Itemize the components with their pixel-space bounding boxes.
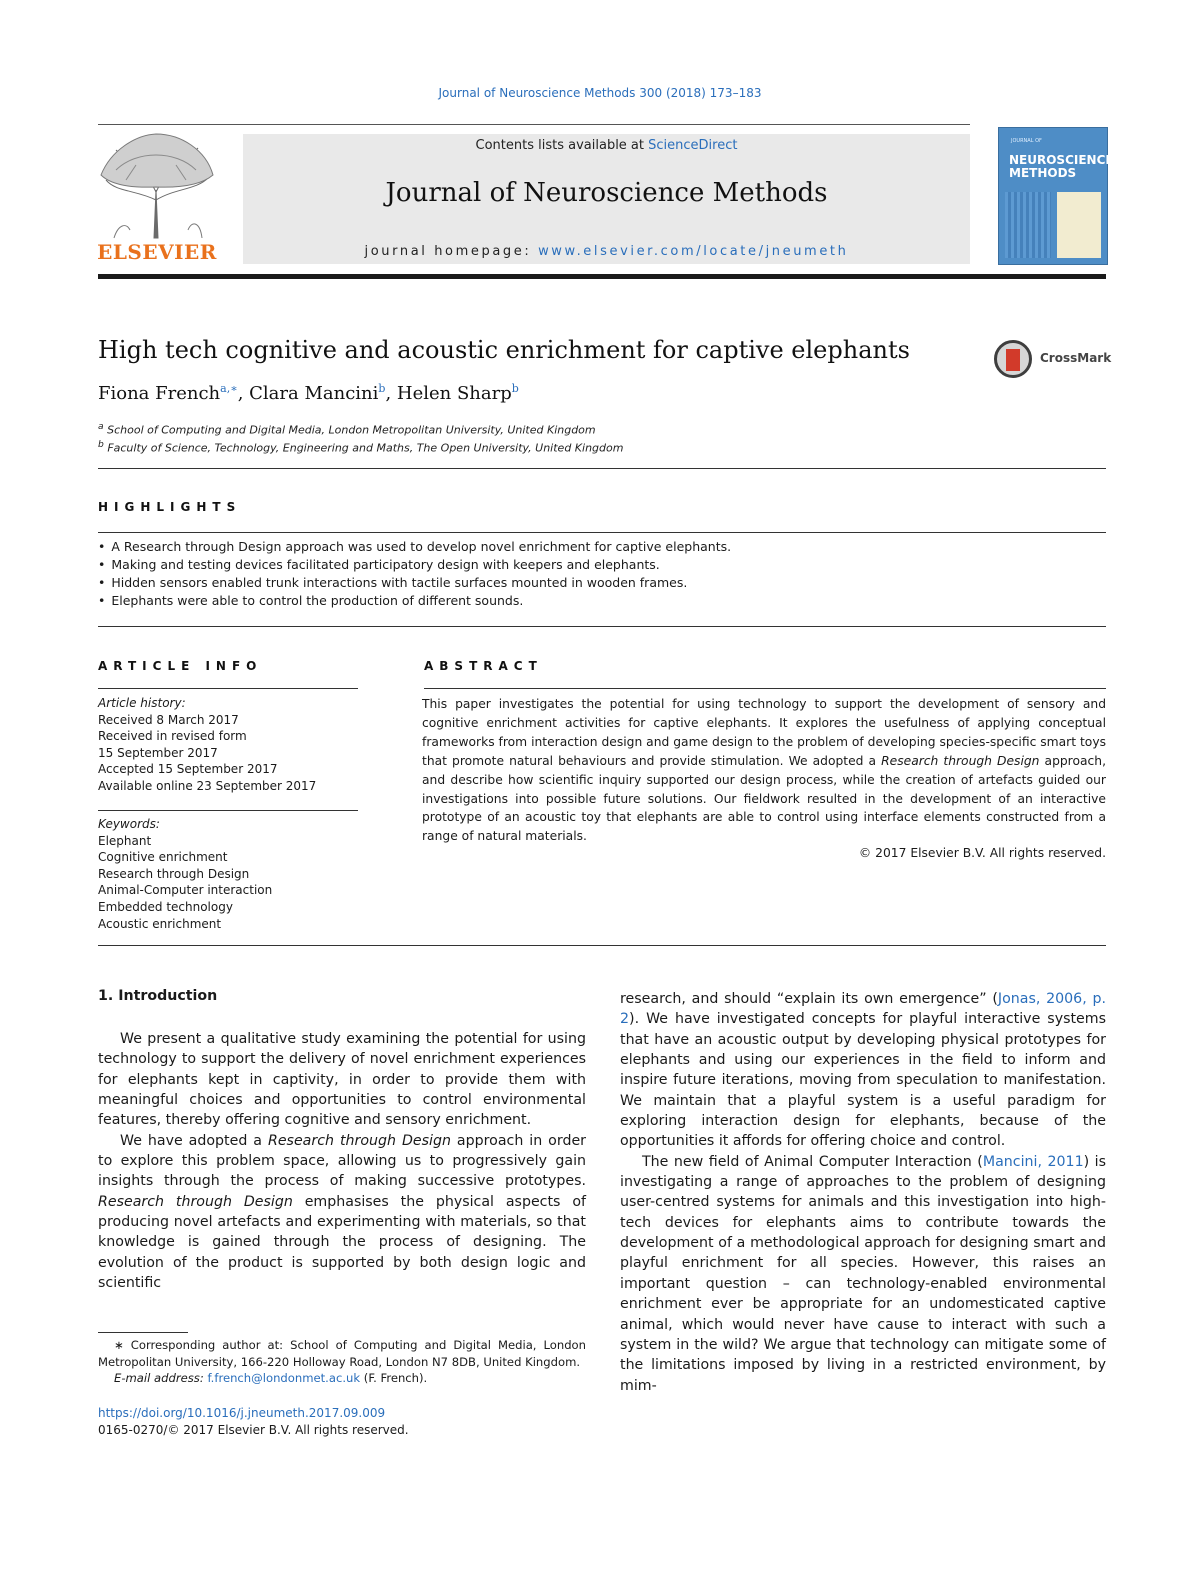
- header-top-rule: [98, 124, 970, 125]
- divider: [98, 626, 1106, 627]
- affiliation-text: Faculty of Science, Technology, Engineering and Maths, The Open University, United Kingdom: [107, 441, 624, 455]
- highlights-heading: HIGHLIGHTS: [98, 500, 242, 514]
- highlight-item: • A Research through Design approach was used to develop novel enrichment for captive elephants.: [98, 538, 1106, 556]
- highlights-list: [98, 538, 1106, 610]
- elsevier-tree-icon: [96, 130, 218, 240]
- sciencedirect-link[interactable]: ScienceDirect: [648, 138, 738, 153]
- divider: [98, 810, 358, 811]
- crossmark-badge[interactable]: [994, 340, 1114, 384]
- history-label: Article history:: [98, 696, 186, 710]
- header-thick-rule: [98, 274, 1106, 279]
- homepage-link[interactable]: www.elsevier.com/locate/jneumeth: [538, 244, 849, 259]
- cover-fine-print: JOURNAL OF: [1011, 138, 1042, 144]
- section-heading: 1. Introduction: [98, 988, 218, 1004]
- history-line: 15 September 2017: [98, 745, 218, 760]
- abstract-heading: ABSTRACT: [424, 659, 543, 673]
- author-affiliation-mark[interactable]: b: [378, 382, 386, 395]
- footnote: [98, 1337, 586, 1387]
- contents-prefix: Contents lists available at: [475, 138, 649, 153]
- doi-link[interactable]: https://doi.org/10.1016/j.jneumeth.2017.09.009: [98, 1406, 386, 1420]
- keyword: Elephant: [98, 833, 152, 848]
- crossmark-label: CrossMark: [1040, 351, 1112, 365]
- affiliation-a: [98, 421, 596, 437]
- author-affiliation-mark[interactable]: a,∗: [220, 382, 238, 395]
- highlight-item: • Making and testing devices facilitated participatory design with keepers and elephants.: [98, 556, 1106, 574]
- email-link[interactable]: f.french@londonmet.ac.uk: [207, 1371, 361, 1386]
- history-line: Available online 23 September 2017: [98, 778, 317, 793]
- journal-citation[interactable]: Journal of Neuroscience Methods 300 (2018) 173–183: [438, 86, 762, 100]
- affiliation-b: [98, 439, 623, 455]
- cover-title-line2: METHODS: [1009, 166, 1077, 180]
- divider: [424, 688, 1106, 689]
- elsevier-wordmark: ELSEVIER: [97, 240, 217, 264]
- author-name[interactable]: Clara Mancini: [249, 383, 379, 404]
- keyword: Cognitive enrichment: [98, 850, 228, 865]
- footnote-text: ∗ Corresponding author at: School of Computing and Digital Media, London Metropolitan University, 166-220 Holloway Road, London N7 8DB, United Kingdom.: [98, 1338, 586, 1369]
- author-name[interactable]: Fiona French: [98, 383, 221, 404]
- contents-line: [243, 138, 970, 153]
- body-column-left: [98, 1029, 586, 1293]
- journal-title: Journal of Neuroscience Methods: [385, 178, 828, 208]
- citation-link[interactable]: Mancini, 2011: [982, 1153, 1084, 1170]
- body-paragraph: We present a qualitative study examining the potential for using technology to support the delivery of novel enrichment experiences for elephants kept in captivity, in order to provide them with meaningful choices and opportunities to control environmental features, thereby offering cognitive and sensory enrichment.: [98, 1031, 586, 1129]
- keywords: [98, 816, 368, 932]
- keywords-label: Keywords:: [98, 817, 160, 831]
- affiliation-text: School of Computing and Digital Media, London Metropolitan University, United Kingdom: [107, 423, 596, 437]
- footnote-rule: [98, 1332, 188, 1333]
- author-affiliation-mark[interactable]: b: [511, 382, 519, 395]
- footnote-mark: ∗: [114, 1338, 124, 1352]
- keyword: Animal-Computer interaction: [98, 883, 273, 898]
- abstract-copyright: © 2017 Elsevier B.V. All rights reserved.: [858, 846, 1106, 860]
- body-paragraph: research, and should “explain its own emergence” (Jonas, 2006, p. 2). We have investigated concepts for playful interactive systems that have an acoustic output by developing physical prototypes for elephants and using our experiences in the field to inform and inspire future iterations, moving from speculation to manifestation. We maintain that a playful system is a useful paradigm for exploring interaction design for elephants, because of the opportunities it affords for offering choice and control.: [620, 991, 1106, 1150]
- highlight-item: • Elephants were able to control the production of different sounds.: [98, 592, 1106, 610]
- divider: [98, 945, 1106, 946]
- body-paragraph: The new field of Animal Computer Interaction (Mancini, 2011) is investigating a range of approaches to the problem of designing user-centred systems for animals and this investigation into high-tech devices for elephants aims to contribute towards the development of a methodological approach for designing smart and playful enrichment for all species. However, this raises an important question – can technology-enabled environmental enrichment ever be appropriate for an undomesticated captive animal, which would never have cause to interact with such a system in the wild? We argue that technology can mitigate some of the limitations imposed by living in a restricted environment, by mim-: [620, 1153, 1106, 1394]
- keyword: Embedded technology: [98, 899, 233, 914]
- abstract-text: [422, 695, 1106, 846]
- cover-title-line1: NEUROSCIENCE: [1009, 153, 1114, 167]
- citation-link[interactable]: Jonas, 2006, p. 2: [620, 991, 1106, 1028]
- author-name[interactable]: Helen Sharp: [396, 383, 512, 404]
- crossmark-icon: [994, 340, 1032, 378]
- elsevier-logo[interactable]: [96, 130, 218, 266]
- divider: [98, 688, 358, 689]
- history-line: Accepted 15 September 2017: [98, 762, 278, 777]
- history-line: Received in revised form: [98, 729, 247, 744]
- keyword: Acoustic enrichment: [98, 916, 222, 931]
- divider: [98, 532, 1106, 533]
- cover-title: [1009, 154, 1114, 180]
- keyword: Research through Design: [98, 866, 250, 881]
- author-list: Fiona French$^{a,∗}$, Clara Mancini$^b$, Helen Sharp$^b$: [98, 382, 519, 404]
- article-history: [98, 695, 368, 795]
- divider: [98, 468, 1106, 469]
- article-info-heading: ARTICLE INFO: [98, 659, 263, 673]
- affiliation-mark: a: [98, 421, 104, 432]
- history-line: Received 8 March 2017: [98, 712, 239, 727]
- homepage-line: [243, 244, 970, 259]
- journal-cover-thumbnail[interactable]: [998, 127, 1114, 265]
- body-column-right: [620, 989, 1106, 1396]
- body-paragraph: We have adopted a Research through Design approach in order to explore this problem space, allowing us to progressively gain insights through the process of making successive prototypes. Research through Design emphasises the physical aspects of producing novel artefacts and experimenting with materials, so that knowledge is gained through the process of designing. The evolution of the product is supported by both design logic and scientific: [98, 1132, 587, 1292]
- article-title: High tech cognitive and acoustic enrichment for captive elephants: [98, 336, 910, 364]
- homepage-prefix: journal homepage:: [364, 244, 539, 259]
- abstract-part: This paper investigates the potential for using technology to support the development of sensory and cognitive enrichment activities for captive elephants. It explores the usefulness of applying conceptual frameworks from interaction design and game design to the problem of developing species-specific smart toys that promote natural behaviours and provide stimulation. We adopted a: [422, 697, 1106, 768]
- issn-line: 0165-0270/© 2017 Elsevier B.V. All rights reserved.: [98, 1423, 409, 1437]
- abstract-part: approach, and describe how scientific inquiry supported our design process, while the creation of artefacts guided our investigations into possible future solutions. Our fieldwork resulted in the development of an interactive prototype of an acoustic toy that elephants are able to control using interface elements constructed from a range of natural materials.: [422, 753, 1106, 844]
- abstract-emphasis: Research through Design: [881, 753, 1040, 768]
- footnote-email-line: E-mail address: f.french@londonmet.ac.uk (F. French).: [114, 1371, 428, 1386]
- cover-panel: [1057, 192, 1101, 258]
- cover-pattern: [1005, 192, 1051, 258]
- highlight-item: • Hidden sensors enabled trunk interactions with tactile surfaces mounted in wooden frames.: [98, 574, 1106, 592]
- affiliation-mark: b: [98, 439, 104, 450]
